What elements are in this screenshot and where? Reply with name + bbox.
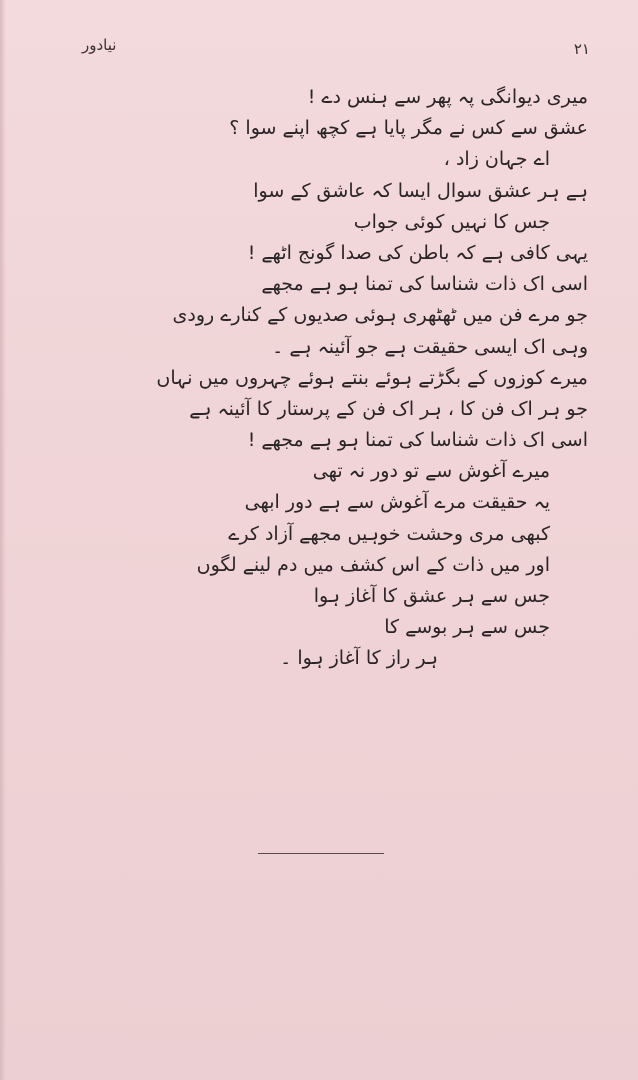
page-edge-shadow bbox=[0, 0, 6, 1080]
poem-line: میرے کوزوں کے بگڑتے ہوئے بنتے ہوئے چہروں میں نہاں bbox=[156, 366, 588, 389]
poem-line: میرے آغوش سے تو دور نہ تھی bbox=[312, 460, 550, 483]
poem-line: اور میں ذات کے اس کشف میں دم لینے لگوں bbox=[196, 553, 550, 576]
poem-line: جو مرے فن میں ٹھٹھری ہوئی صدیوں کے کنارے رودی bbox=[172, 304, 588, 327]
poem-line: جو ہر اک فن کا ، ہر اک فن کے پرستار کا آئینہ ہے bbox=[189, 397, 588, 420]
page-number: ۲۱ bbox=[573, 40, 590, 58]
poem-line: یہی کافی ہے کہ باطن کی صدا گونج اٹھے ! bbox=[247, 241, 588, 264]
end-divider bbox=[258, 853, 384, 854]
poem-line: جس سے ہر بوسے کا bbox=[384, 616, 550, 639]
poem-line: میری دیوانگی پہ پھر سے ہنس دے ! bbox=[307, 86, 588, 108]
poem-line: یہ حقیقت مرے آغوش سے ہے دور ابھی bbox=[244, 491, 550, 514]
poem-line: اے جہان زاد ، bbox=[443, 148, 550, 171]
poem-line: وہی اک ایسی حقیقت ہے جو آئینہ ہے ۔ bbox=[272, 335, 588, 358]
magazine-name: نیادور bbox=[82, 36, 117, 54]
poem-line: عشق سے کس نے مگر پایا ہے کچھ اپنے سوا ؟ bbox=[229, 117, 588, 140]
poem-line: اسی اک ذات شناسا کی تمنا ہو ہے مجھے bbox=[261, 273, 588, 296]
poem-line: اسی اک ذات شناسا کی تمنا ہو ہے مجھے ! bbox=[247, 429, 588, 452]
poem-body bbox=[118, 82, 588, 675]
poem-line: ہر راز کا آغاز ہوا ۔ bbox=[280, 647, 438, 670]
poem-line: ہے ہر عشق سوال ایسا کہ عاشق کے سوا bbox=[253, 179, 588, 202]
poem-line: جس کا نہیں کوئی جواب bbox=[353, 210, 550, 233]
poem-line: کبھی مری وحشت خوہیں مجھے آزاد کرے bbox=[228, 522, 550, 545]
poem-line: جس سے ہر عشق کا آغاز ہوا bbox=[313, 585, 550, 607]
